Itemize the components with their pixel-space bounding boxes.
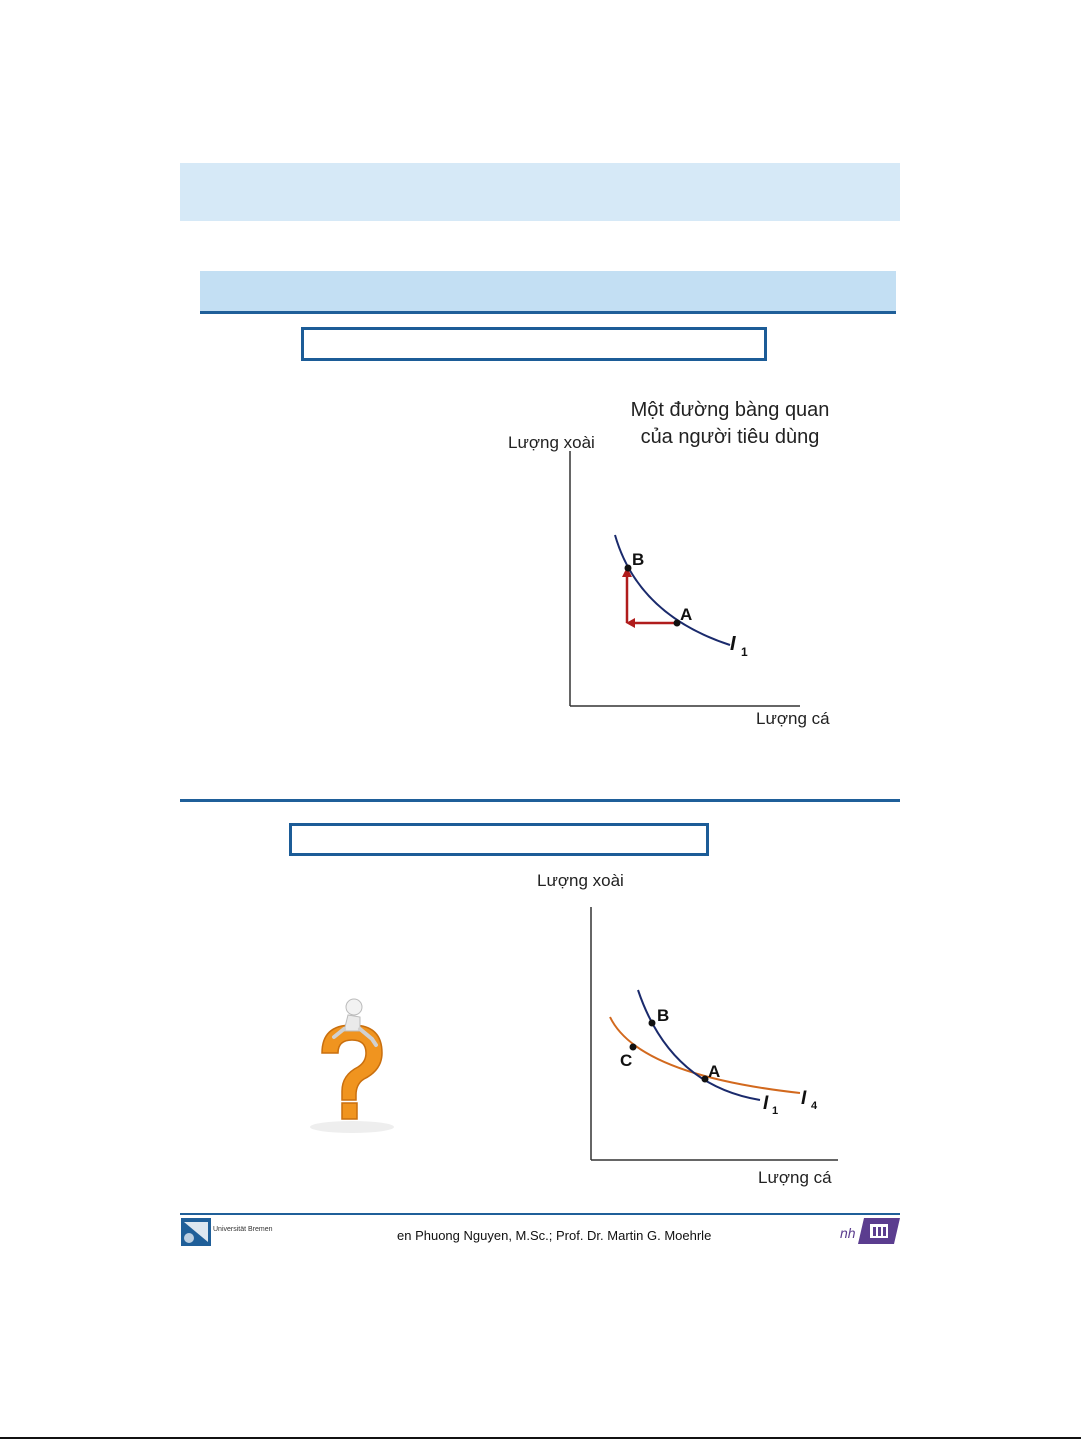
footer-university-name: Universität Bremen xyxy=(213,1226,273,1233)
chart2-curve-i4-subscript: 4 xyxy=(811,1100,818,1112)
header-band xyxy=(180,163,900,221)
chart1-x-axis-label: Lượng cá xyxy=(756,709,830,728)
heading-box-2 xyxy=(289,823,709,856)
chart1-curve-subscript: 1 xyxy=(741,645,748,659)
indifference-curve-chart-1 xyxy=(490,385,850,735)
chart2-y-axis-label: Lượng xoài xyxy=(537,871,624,890)
chart2-x-axis-label: Lượng cá xyxy=(758,1168,832,1187)
heading-box-1 xyxy=(301,327,767,361)
svg-text:nh: nh xyxy=(840,1225,856,1241)
chart2-label-c: C xyxy=(620,1051,633,1070)
chart1-point-b xyxy=(625,565,632,572)
chart2-point-c xyxy=(630,1044,637,1051)
chart2-curve-i1-subscript: 1 xyxy=(772,1105,779,1117)
chart1-curve-label: I xyxy=(730,633,736,655)
university-logo-icon xyxy=(181,1218,211,1246)
question-mark-figure-icon xyxy=(300,995,405,1135)
section-rule-2 xyxy=(180,799,900,802)
section-band xyxy=(200,271,896,311)
indifference-curves-chart-2 xyxy=(520,865,860,1195)
chart1-y-axis-label: Lượng xoài xyxy=(508,433,595,452)
footer-rule xyxy=(180,1213,900,1215)
footer-authors: en Phuong Nguyen, M.Sc.; Prof. Dr. Martin G. Moehrle xyxy=(397,1228,712,1243)
chart1-label-b: B xyxy=(632,550,645,569)
chart2-curve-i1-label: I xyxy=(763,1093,769,1114)
chart2-label-a: A xyxy=(708,1062,721,1081)
chart1-label-a: A xyxy=(680,605,693,624)
chart2-label-b: B xyxy=(657,1006,670,1025)
chart1-title-line2: của người tiêu dùng xyxy=(640,426,820,448)
institute-logo-icon xyxy=(838,1216,902,1246)
chart2-point-b xyxy=(649,1020,656,1027)
chart1-title-line1: Một đường bàng quan xyxy=(630,399,830,421)
section-rule xyxy=(200,311,896,314)
chart2-curve-i4-label: I xyxy=(801,1088,807,1109)
page-bottom-line xyxy=(0,1437,1081,1439)
